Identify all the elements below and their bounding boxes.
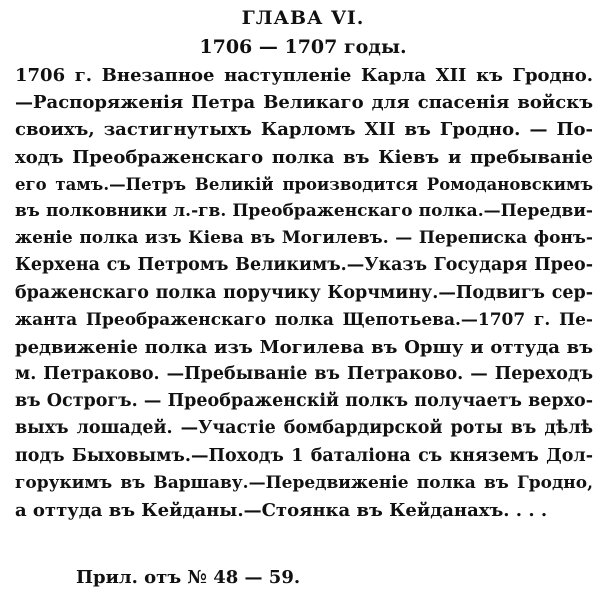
summary-line: жанта Преображенскаго полка Щепотьева.—1707 г. Пе- [15,309,593,330]
summary-line: 1706 г. Внезапное наступленіе Карла XII къ Гродно. [15,65,593,86]
summary-line: въ Острогъ. — Преображенскій полкъ получаетъ верхо- [15,391,593,412]
summary-line-last: а оттуда въ Кейданы.—Стоянка въ Кейданахъ. . . . [15,500,548,521]
summary-line: въ полковники л.-гв. Преображенскаго полка.—Передви- [15,200,593,221]
summary-line: выхъ лошадей. —Участіе бомбардирской роты въ дѣлѣ [15,418,593,439]
summary-line: его тамъ.—Петръ Великій производится Ромодановскимъ [15,174,593,194]
summary-line: ходъ Преображенскаго полка въ Кіевъ и пребываніе [15,146,593,168]
chapter-years: 1706 — 1707 годы. [199,36,407,58]
appendix-reference: Прил. отъ № 48 — 59. [76,567,301,588]
summary-line: подъ Быховымъ.—Походъ 1 баталіона съ княземъ Дол- [15,445,593,466]
summary-line: м. Петраково. —Пребываніе въ Петраково. — Переходъ [15,364,593,385]
summary-line: браженскаго полка поручику Корчмину.—Подвигъ сер- [15,282,593,303]
summary-line: —Распоряженія Петра Великаго для спасенія войскъ [15,92,593,114]
summary-line: женіе полка изъ Кіева въ Могилевъ. — Переписка фонъ- [15,228,593,249]
summary-line: Керхена съ Петромъ Великимъ.—Указъ Государя Прео- [15,255,593,276]
summary-line: горукимъ въ Варшаву.—Передвиженіе полка въ Гродно, [15,472,593,493]
chapter-title: ГЛАВА VI. [241,7,365,29]
chapter-summary [15,62,593,524]
summary-line: редвиженіе полка изъ Могилева въ Оршу и оттуда въ [15,336,593,358]
summary-line: своихъ, застигнутыхъ Карломъ XII въ Гродно. — По- [15,119,593,141]
